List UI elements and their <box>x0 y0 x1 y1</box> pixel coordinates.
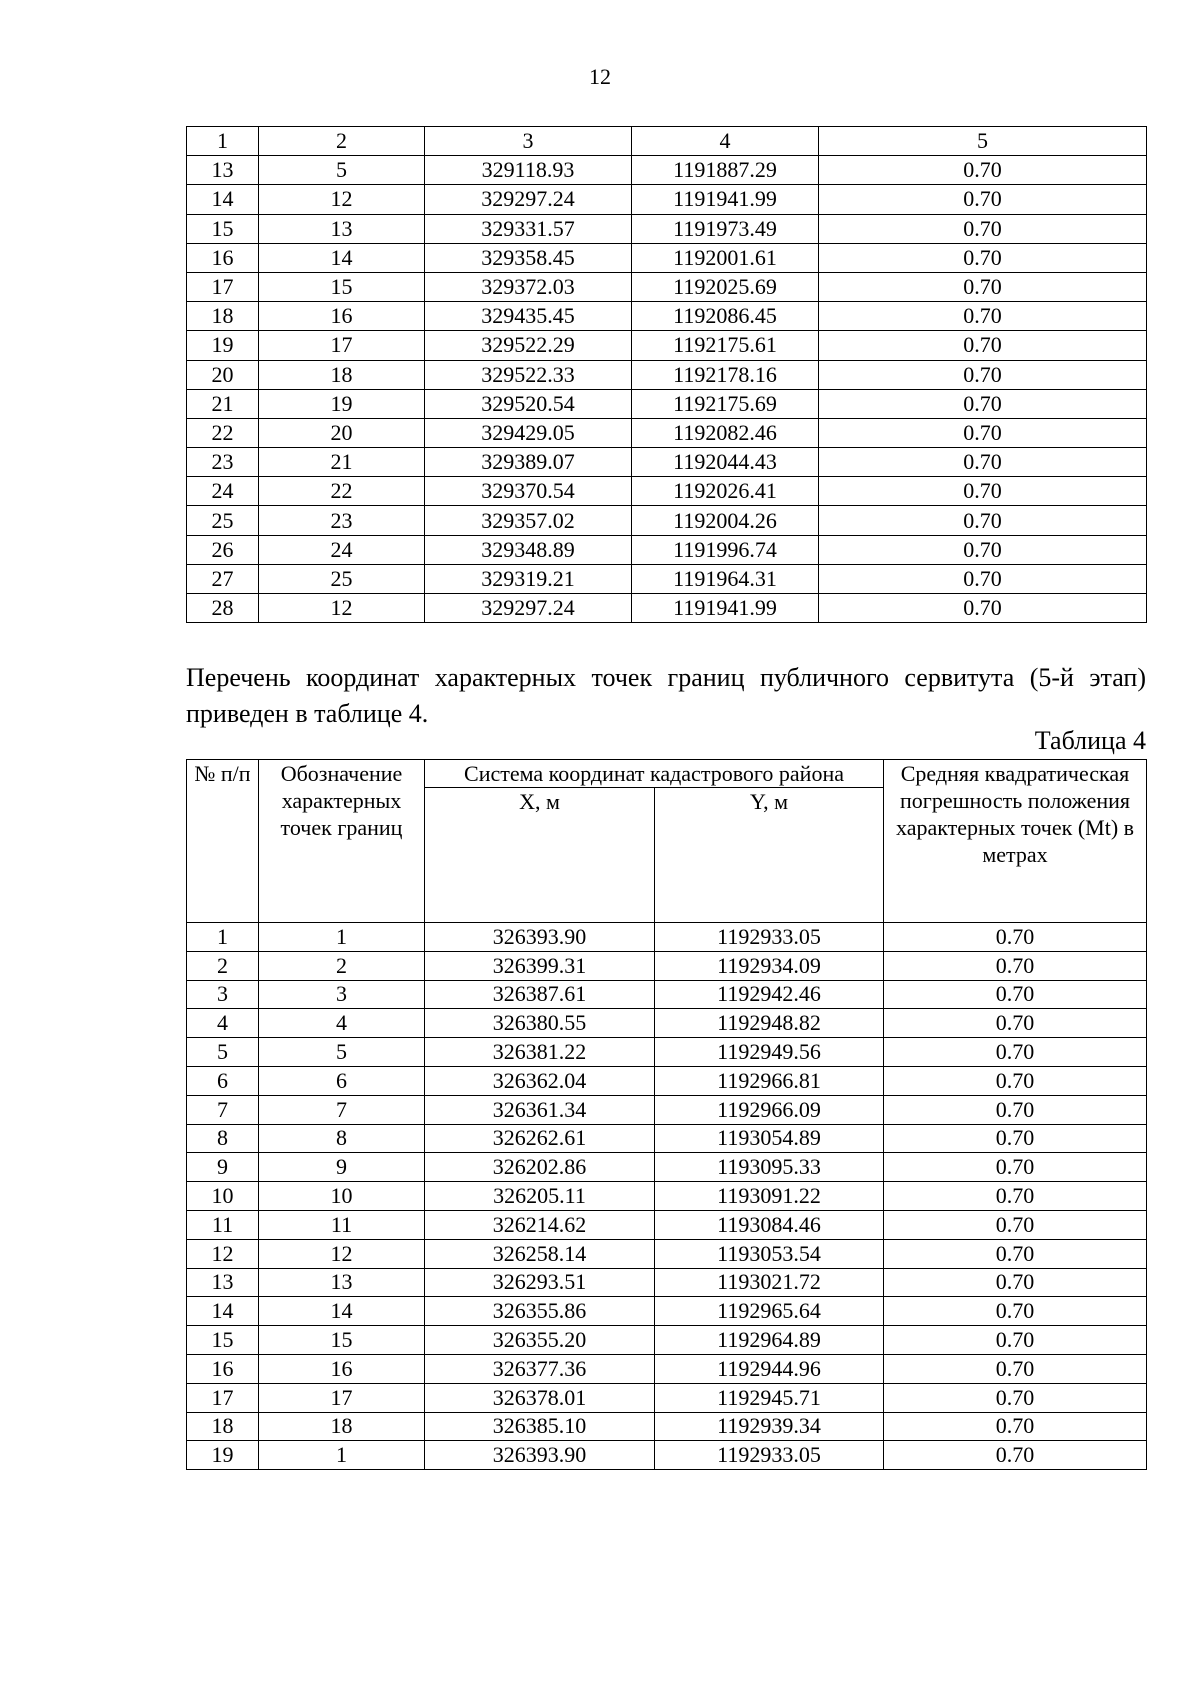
cell-row-number: 18 <box>187 302 259 331</box>
cell-point-id: 6 <box>259 1066 425 1095</box>
table-row <box>187 1412 1147 1441</box>
cell-row-number: 2 <box>187 951 259 980</box>
cell-x: 326293.51 <box>425 1268 655 1297</box>
cell-row-number: 28 <box>187 594 259 623</box>
cell-row-number: 5 <box>187 1038 259 1067</box>
cell-y: 1191964.31 <box>632 564 819 593</box>
cell-row-number: 17 <box>187 272 259 301</box>
cell-y: 1192966.81 <box>655 1066 884 1095</box>
cell-y: 1193021.72 <box>655 1268 884 1297</box>
table-row <box>187 923 1147 952</box>
cell-x: 326362.04 <box>425 1066 655 1095</box>
coordinates-table-stage-5 <box>186 759 1147 1470</box>
table-row <box>187 1383 1147 1412</box>
cell-y: 1192933.05 <box>655 1441 884 1470</box>
cell-point-id: 5 <box>259 156 425 185</box>
cell-x: 326385.10 <box>425 1412 655 1441</box>
table-header-row <box>187 127 1147 156</box>
cell-x: 326355.86 <box>425 1297 655 1326</box>
cell-row-number: 4 <box>187 1009 259 1038</box>
cell-row-number: 20 <box>187 360 259 389</box>
cell-point-id: 3 <box>259 980 425 1009</box>
table-row <box>187 1239 1147 1268</box>
cell-error: 0.70 <box>884 1066 1147 1095</box>
cell-error: 0.70 <box>819 448 1147 477</box>
cell-x: 326361.34 <box>425 1095 655 1124</box>
cell-y: 1192175.69 <box>632 389 819 418</box>
col-number-header: 2 <box>259 127 425 156</box>
cell-point-id: 7 <box>259 1095 425 1124</box>
cell-y: 1192044.43 <box>632 448 819 477</box>
cell-row-number: 26 <box>187 535 259 564</box>
cell-error: 0.70 <box>884 1354 1147 1383</box>
table-row <box>187 448 1147 477</box>
cell-row-number: 14 <box>187 1297 259 1326</box>
cell-x: 326381.22 <box>425 1038 655 1067</box>
cell-y: 1192939.34 <box>655 1412 884 1441</box>
cell-y: 1192949.56 <box>655 1038 884 1067</box>
cell-y: 1193091.22 <box>655 1182 884 1211</box>
cell-row-number: 15 <box>187 214 259 243</box>
cell-error: 0.70 <box>884 951 1147 980</box>
cell-point-id: 25 <box>259 564 425 593</box>
table-row <box>187 980 1147 1009</box>
cell-x: 329297.24 <box>425 185 632 214</box>
table-row <box>187 1297 1147 1326</box>
cell-row-number: 25 <box>187 506 259 535</box>
table-row <box>187 243 1147 272</box>
cell-y: 1192964.89 <box>655 1326 884 1355</box>
col-number-header: 3 <box>425 127 632 156</box>
cell-error: 0.70 <box>819 506 1147 535</box>
cell-error: 0.70 <box>884 1153 1147 1182</box>
cell-y: 1192934.09 <box>655 951 884 980</box>
cell-row-number: 8 <box>187 1124 259 1153</box>
cell-x: 329435.45 <box>425 302 632 331</box>
cell-x: 329370.54 <box>425 477 632 506</box>
cell-point-id: 19 <box>259 389 425 418</box>
cell-row-number: 17 <box>187 1383 259 1412</box>
cell-x: 326355.20 <box>425 1326 655 1355</box>
cell-point-id: 14 <box>259 243 425 272</box>
cell-error: 0.70 <box>884 1182 1147 1211</box>
table-row <box>187 272 1147 301</box>
cell-y: 1192965.64 <box>655 1297 884 1326</box>
cell-y: 1192948.82 <box>655 1009 884 1038</box>
cell-error: 0.70 <box>819 535 1147 564</box>
cell-y: 1192944.96 <box>655 1354 884 1383</box>
cell-row-number: 6 <box>187 1066 259 1095</box>
cell-error: 0.70 <box>819 302 1147 331</box>
cell-y: 1193095.33 <box>655 1153 884 1182</box>
table-row <box>187 535 1147 564</box>
cell-point-id: 4 <box>259 1009 425 1038</box>
header-y-coordinate: Y, м <box>655 788 884 923</box>
cell-y: 1192178.16 <box>632 360 819 389</box>
table-row <box>187 477 1147 506</box>
cell-row-number: 22 <box>187 418 259 447</box>
cell-y: 1192026.41 <box>632 477 819 506</box>
cell-error: 0.70 <box>819 389 1147 418</box>
cell-error: 0.70 <box>884 1441 1147 1470</box>
cell-row-number: 14 <box>187 185 259 214</box>
cell-point-id: 15 <box>259 1326 425 1355</box>
cell-x: 329520.54 <box>425 389 632 418</box>
cell-point-id: 12 <box>259 185 425 214</box>
cell-row-number: 13 <box>187 1268 259 1297</box>
cell-row-number: 27 <box>187 564 259 593</box>
table-row <box>187 1326 1147 1355</box>
cell-point-id: 5 <box>259 1038 425 1067</box>
cell-row-number: 18 <box>187 1412 259 1441</box>
cell-x: 326258.14 <box>425 1239 655 1268</box>
cell-error: 0.70 <box>819 214 1147 243</box>
cell-point-id: 15 <box>259 272 425 301</box>
cell-point-id: 9 <box>259 1153 425 1182</box>
cell-point-id: 18 <box>259 360 425 389</box>
cell-error: 0.70 <box>819 564 1147 593</box>
page-number: 12 <box>589 64 611 89</box>
cell-error: 0.70 <box>884 1383 1147 1412</box>
cell-y: 1192966.09 <box>655 1095 884 1124</box>
table-caption: Таблица 4 <box>1034 726 1146 755</box>
cell-point-id: 10 <box>259 1182 425 1211</box>
cell-row-number: 11 <box>187 1210 259 1239</box>
cell-point-id: 2 <box>259 951 425 980</box>
cell-point-id: 23 <box>259 506 425 535</box>
cell-error: 0.70 <box>884 1297 1147 1326</box>
cell-point-id: 12 <box>259 594 425 623</box>
cell-row-number: 9 <box>187 1153 259 1182</box>
col-number-header: 5 <box>819 127 1147 156</box>
cell-error: 0.70 <box>819 156 1147 185</box>
table-row <box>187 1354 1147 1383</box>
table-row <box>187 506 1147 535</box>
cell-x: 329372.03 <box>425 272 632 301</box>
cell-point-id: 17 <box>259 1383 425 1412</box>
cell-point-id: 20 <box>259 418 425 447</box>
table-row <box>187 564 1147 593</box>
table-row <box>187 418 1147 447</box>
table-row <box>187 1153 1147 1182</box>
header-x-coordinate: X, м <box>425 788 655 923</box>
cell-x: 326262.61 <box>425 1124 655 1153</box>
cell-row-number: 1 <box>187 923 259 952</box>
table-row <box>187 214 1147 243</box>
header-row-number: № п/п <box>187 760 259 923</box>
cell-point-id: 14 <box>259 1297 425 1326</box>
cell-error: 0.70 <box>884 1038 1147 1067</box>
cell-point-id: 18 <box>259 1412 425 1441</box>
cell-y: 1191996.74 <box>632 535 819 564</box>
table-row <box>187 1066 1147 1095</box>
cell-point-id: 17 <box>259 331 425 360</box>
cell-row-number: 24 <box>187 477 259 506</box>
col-number-header: 1 <box>187 127 259 156</box>
header-point-designation: Обозначение характерных точек границ <box>259 760 425 923</box>
table-row <box>187 156 1147 185</box>
cell-x: 329319.21 <box>425 564 632 593</box>
cell-row-number: 16 <box>187 243 259 272</box>
cell-row-number: 10 <box>187 1182 259 1211</box>
cell-row-number: 21 <box>187 389 259 418</box>
cell-x: 326377.36 <box>425 1354 655 1383</box>
table-row <box>187 1095 1147 1124</box>
cell-row-number: 12 <box>187 1239 259 1268</box>
cell-point-id: 21 <box>259 448 425 477</box>
table-row <box>187 389 1147 418</box>
cell-point-id: 13 <box>259 214 425 243</box>
cell-error: 0.70 <box>819 360 1147 389</box>
table-row <box>187 331 1147 360</box>
cell-x: 326380.55 <box>425 1009 655 1038</box>
cell-error: 0.70 <box>819 418 1147 447</box>
cell-x: 329522.29 <box>425 331 632 360</box>
cell-y: 1192945.71 <box>655 1383 884 1412</box>
cell-y: 1192942.46 <box>655 980 884 1009</box>
cell-y: 1192025.69 <box>632 272 819 301</box>
cell-x: 326387.61 <box>425 980 655 1009</box>
cell-x: 326399.31 <box>425 951 655 980</box>
cell-x: 329522.33 <box>425 360 632 389</box>
table-4-intro-paragraph: Перечень координат характерных точек границ публичного сервитута (5-й этап) приведен в таблице 4. <box>186 663 1146 728</box>
cell-y: 1191973.49 <box>632 214 819 243</box>
cell-y: 1192933.05 <box>655 923 884 952</box>
cell-error: 0.70 <box>884 1239 1147 1268</box>
table-row <box>187 1038 1147 1067</box>
cell-error: 0.70 <box>884 1412 1147 1441</box>
table-row <box>187 1210 1147 1239</box>
table-row <box>187 1182 1147 1211</box>
cell-y: 1192001.61 <box>632 243 819 272</box>
cell-x: 329331.57 <box>425 214 632 243</box>
table-row <box>187 302 1147 331</box>
cell-x: 326378.01 <box>425 1383 655 1412</box>
cell-x: 329358.45 <box>425 243 632 272</box>
cell-point-id: 16 <box>259 1354 425 1383</box>
table-row <box>187 1268 1147 1297</box>
cell-error: 0.70 <box>884 1095 1147 1124</box>
cell-y: 1192175.61 <box>632 331 819 360</box>
table-row <box>187 360 1147 389</box>
cell-error: 0.70 <box>819 185 1147 214</box>
cell-row-number: 7 <box>187 1095 259 1124</box>
cell-x: 326393.90 <box>425 923 655 952</box>
cell-y: 1193054.89 <box>655 1124 884 1153</box>
cell-error: 0.70 <box>884 1124 1147 1153</box>
cell-point-id: 16 <box>259 302 425 331</box>
cell-row-number: 13 <box>187 156 259 185</box>
coordinates-table-continued <box>186 126 1147 623</box>
cell-x: 326205.11 <box>425 1182 655 1211</box>
cell-point-id: 8 <box>259 1124 425 1153</box>
cell-x: 329429.05 <box>425 418 632 447</box>
cell-error: 0.70 <box>884 980 1147 1009</box>
cell-point-id: 12 <box>259 1239 425 1268</box>
cell-row-number: 23 <box>187 448 259 477</box>
cell-y: 1192004.26 <box>632 506 819 535</box>
cell-x: 329348.89 <box>425 535 632 564</box>
cell-point-id: 13 <box>259 1268 425 1297</box>
cell-point-id: 1 <box>259 1441 425 1470</box>
cell-y: 1191941.99 <box>632 594 819 623</box>
cell-y: 1191941.99 <box>632 185 819 214</box>
cell-row-number: 15 <box>187 1326 259 1355</box>
cell-error: 0.70 <box>884 1210 1147 1239</box>
cell-row-number: 19 <box>187 331 259 360</box>
header-coordinate-system: Система координат кадастрового района <box>425 760 884 788</box>
table-row <box>187 1009 1147 1038</box>
cell-error: 0.70 <box>819 331 1147 360</box>
table-row <box>187 1441 1147 1470</box>
cell-error: 0.70 <box>819 477 1147 506</box>
cell-y: 1193084.46 <box>655 1210 884 1239</box>
cell-error: 0.70 <box>884 1326 1147 1355</box>
header-mean-square-error: Средняя квадратическая погрешность положения характерных точек (Mt) в метрах <box>884 760 1147 923</box>
cell-x: 326393.90 <box>425 1441 655 1470</box>
table-row <box>187 185 1147 214</box>
cell-error: 0.70 <box>819 243 1147 272</box>
cell-x: 329389.07 <box>425 448 632 477</box>
cell-row-number: 16 <box>187 1354 259 1383</box>
cell-row-number: 3 <box>187 980 259 1009</box>
col-number-header: 4 <box>632 127 819 156</box>
cell-y: 1192086.45 <box>632 302 819 331</box>
table-row <box>187 1124 1147 1153</box>
cell-point-id: 1 <box>259 923 425 952</box>
cell-y: 1193053.54 <box>655 1239 884 1268</box>
cell-y: 1191887.29 <box>632 156 819 185</box>
cell-point-id: 22 <box>259 477 425 506</box>
cell-error: 0.70 <box>819 272 1147 301</box>
cell-y: 1192082.46 <box>632 418 819 447</box>
cell-row-number: 19 <box>187 1441 259 1470</box>
cell-point-id: 11 <box>259 1210 425 1239</box>
cell-error: 0.70 <box>884 923 1147 952</box>
cell-x: 329357.02 <box>425 506 632 535</box>
cell-x: 329297.24 <box>425 594 632 623</box>
cell-point-id: 24 <box>259 535 425 564</box>
table-row <box>187 951 1147 980</box>
table-row <box>187 594 1147 623</box>
cell-x: 326202.86 <box>425 1153 655 1182</box>
cell-error: 0.70 <box>884 1009 1147 1038</box>
cell-x: 329118.93 <box>425 156 632 185</box>
cell-x: 326214.62 <box>425 1210 655 1239</box>
cell-error: 0.70 <box>819 594 1147 623</box>
cell-error: 0.70 <box>884 1268 1147 1297</box>
